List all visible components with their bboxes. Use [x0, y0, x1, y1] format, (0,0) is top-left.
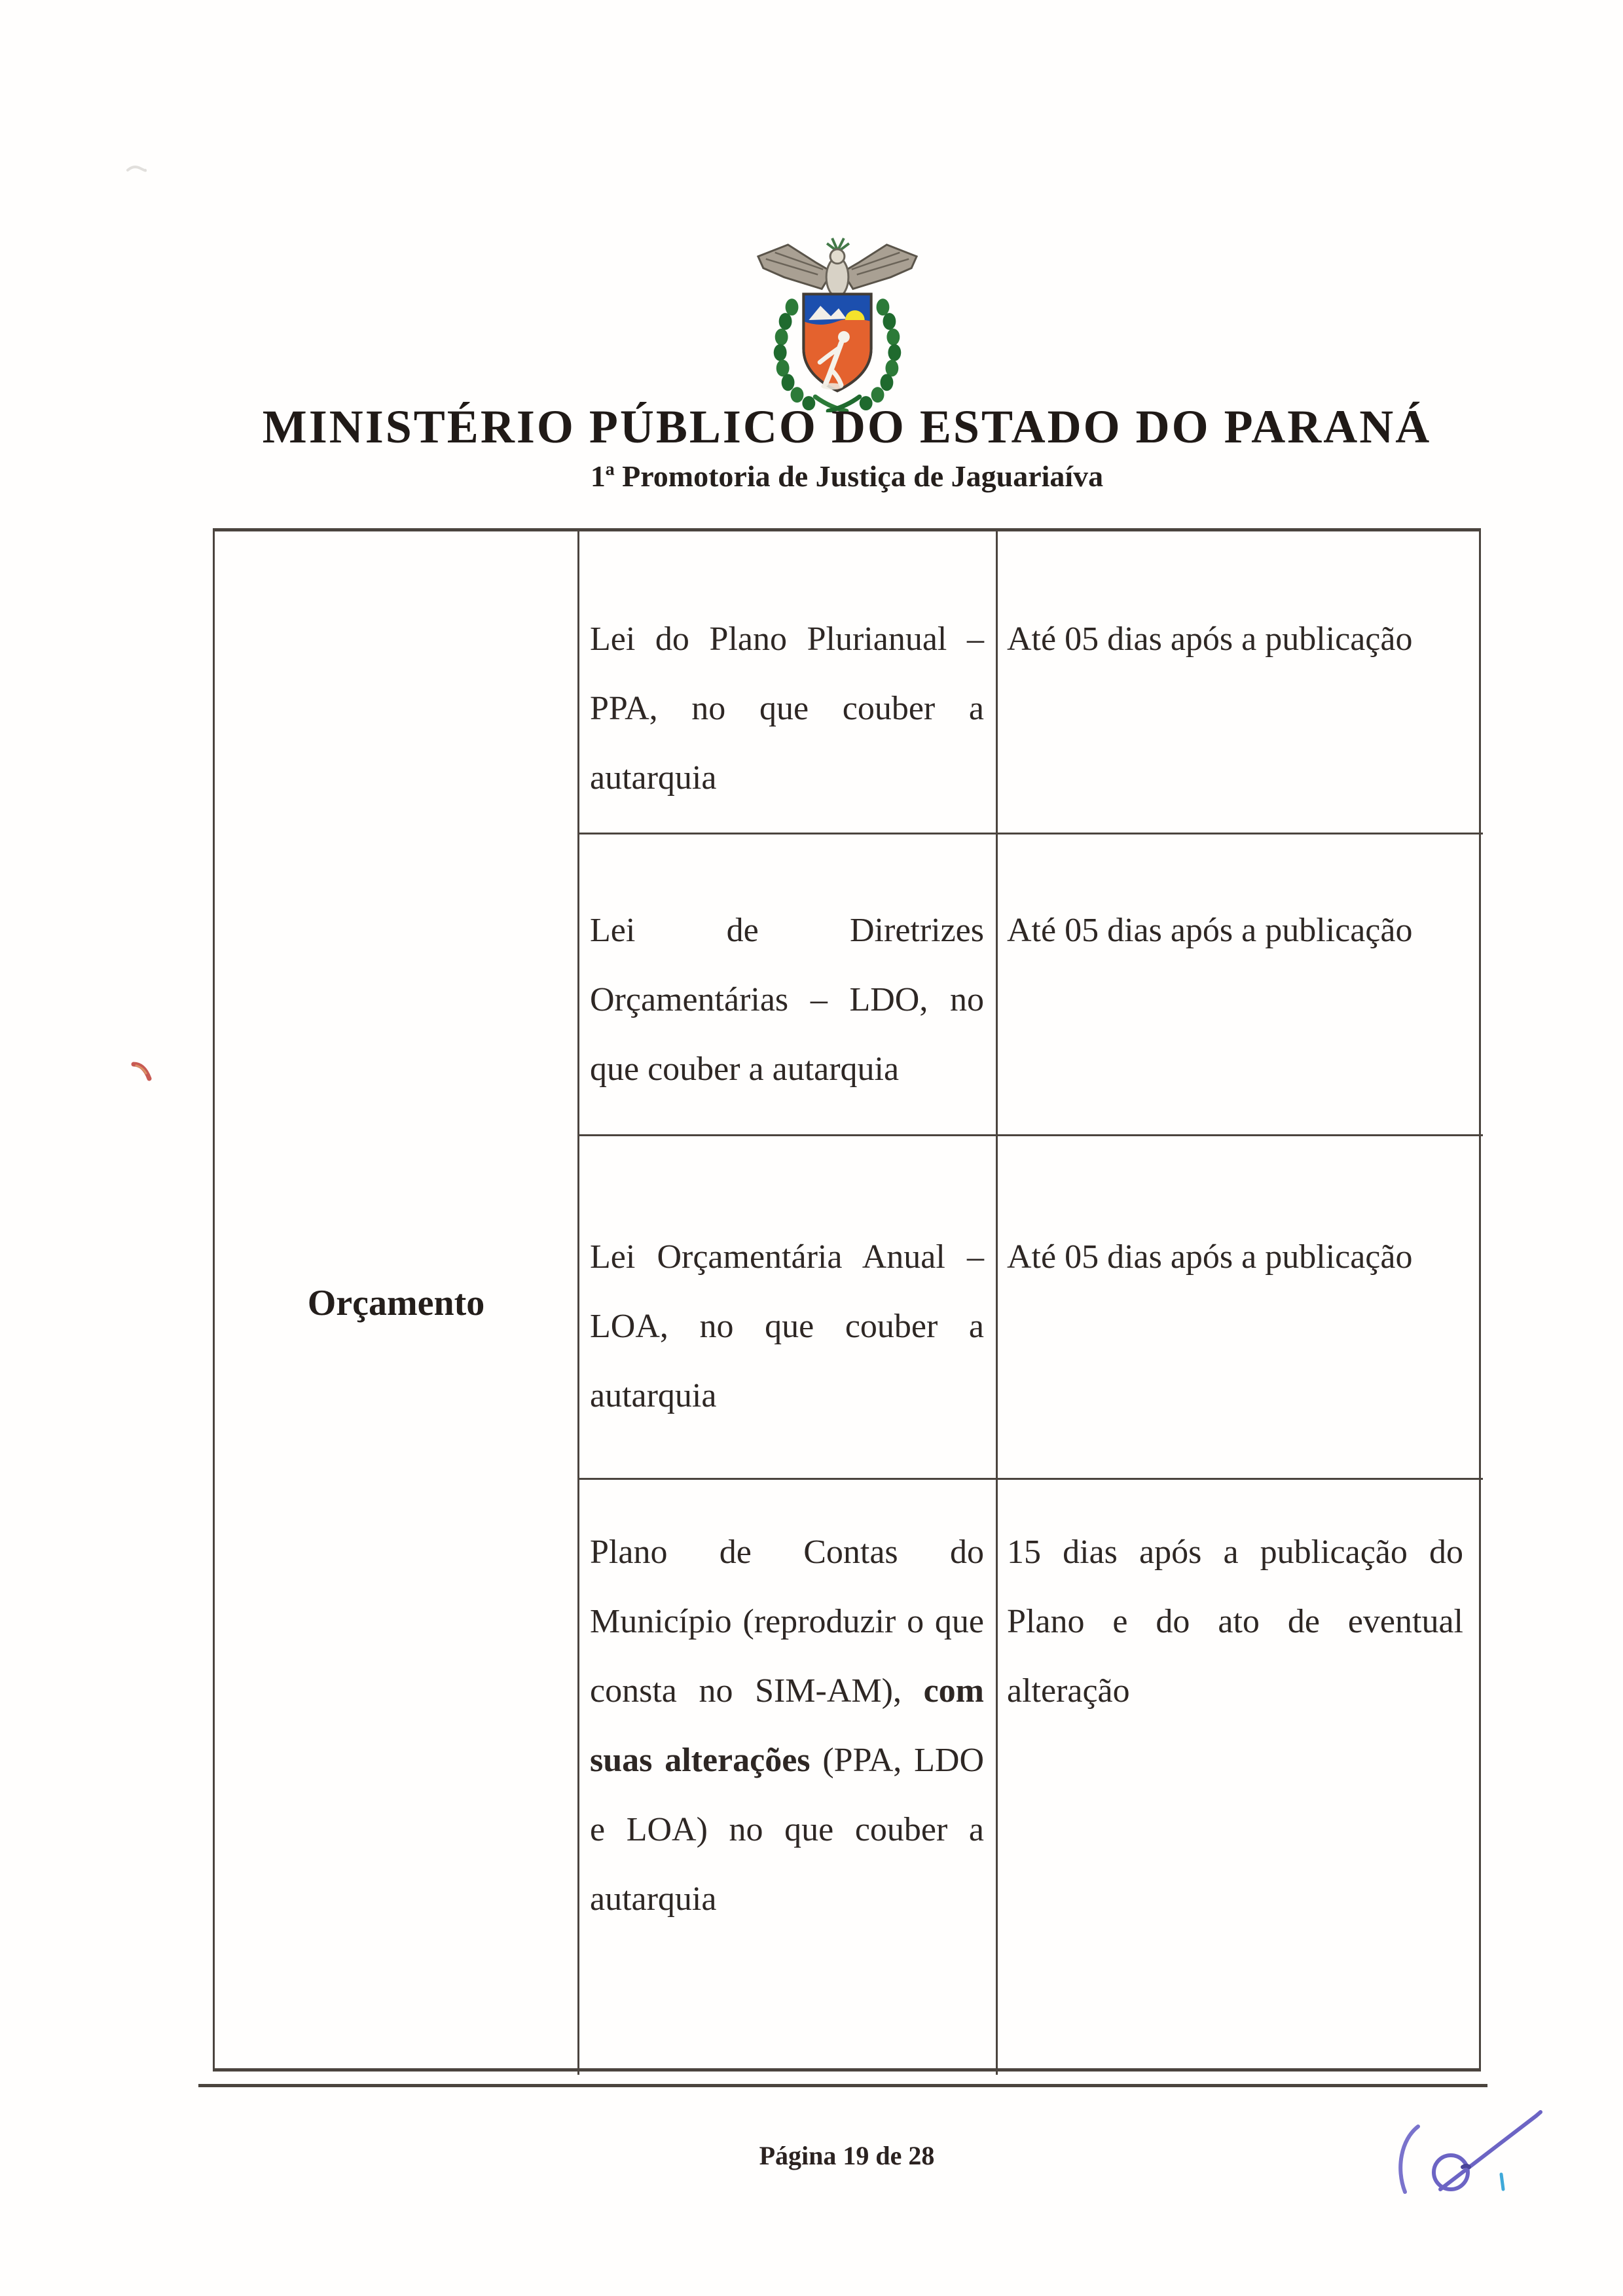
signature-icon	[1375, 2091, 1565, 2206]
parana-coat-of-arms-icon	[752, 237, 923, 412]
deadline-text: Até 05 dias após a publicação	[1007, 1238, 1413, 1276]
item-cell-row2	[579, 833, 996, 1134]
table-bottom-rule	[198, 2084, 1487, 2087]
page-number: Página 19 de 28	[759, 2141, 935, 2170]
item-text-bold: com suas alterações	[590, 1672, 984, 1779]
item-cell-row4	[579, 1478, 996, 2075]
item-text: Lei de Diretrizes Orçamentárias – LDO, no que couber a autarquia	[590, 912, 984, 1088]
deadline-cell-row4	[996, 1478, 1483, 2075]
deadline-text: Até 05 dias após a publicação	[1007, 620, 1413, 658]
category-label: Orçamento	[307, 1283, 485, 1323]
item-cell-row3	[579, 1134, 996, 1478]
page-title: MINISTÉRIO PÚBLICO DO ESTADO DO PARANÁ	[262, 401, 1432, 453]
deadline-cell-row1	[996, 531, 1483, 833]
scan-smudge-icon	[126, 162, 147, 177]
item-text: Lei do Plano Plurianual – PPA, no que couber a autarquia	[590, 620, 984, 797]
red-pen-tick-icon	[128, 1055, 161, 1088]
category-cell	[215, 531, 579, 2075]
item-text: (PPA, LDO e LOA) no que couber a autarquia	[590, 1742, 984, 1918]
item-text: Lei Orçamentária Anual – LOA, no que couber a autarquia	[590, 1238, 984, 1414]
deadline-cell-row3	[996, 1134, 1483, 1478]
deadlines-table	[213, 528, 1481, 2072]
item-cell-row1	[579, 531, 996, 833]
deadline-text: 15 dias após a publicação do Plano e do ato de eventual alteração	[1007, 1534, 1463, 1710]
page-footer	[213, 2140, 1481, 2172]
document-header	[213, 401, 1481, 493]
deadline-text: Até 05 dias após a publicação	[1007, 912, 1413, 949]
item-text: Plano de Contas do Município (reproduzir o que consta no SIM-AM),	[590, 1534, 984, 1710]
page-subtitle: 1ª Promotoria de Justiça de Jaguariaíva	[590, 459, 1104, 493]
deadline-cell-row2	[996, 833, 1483, 1134]
